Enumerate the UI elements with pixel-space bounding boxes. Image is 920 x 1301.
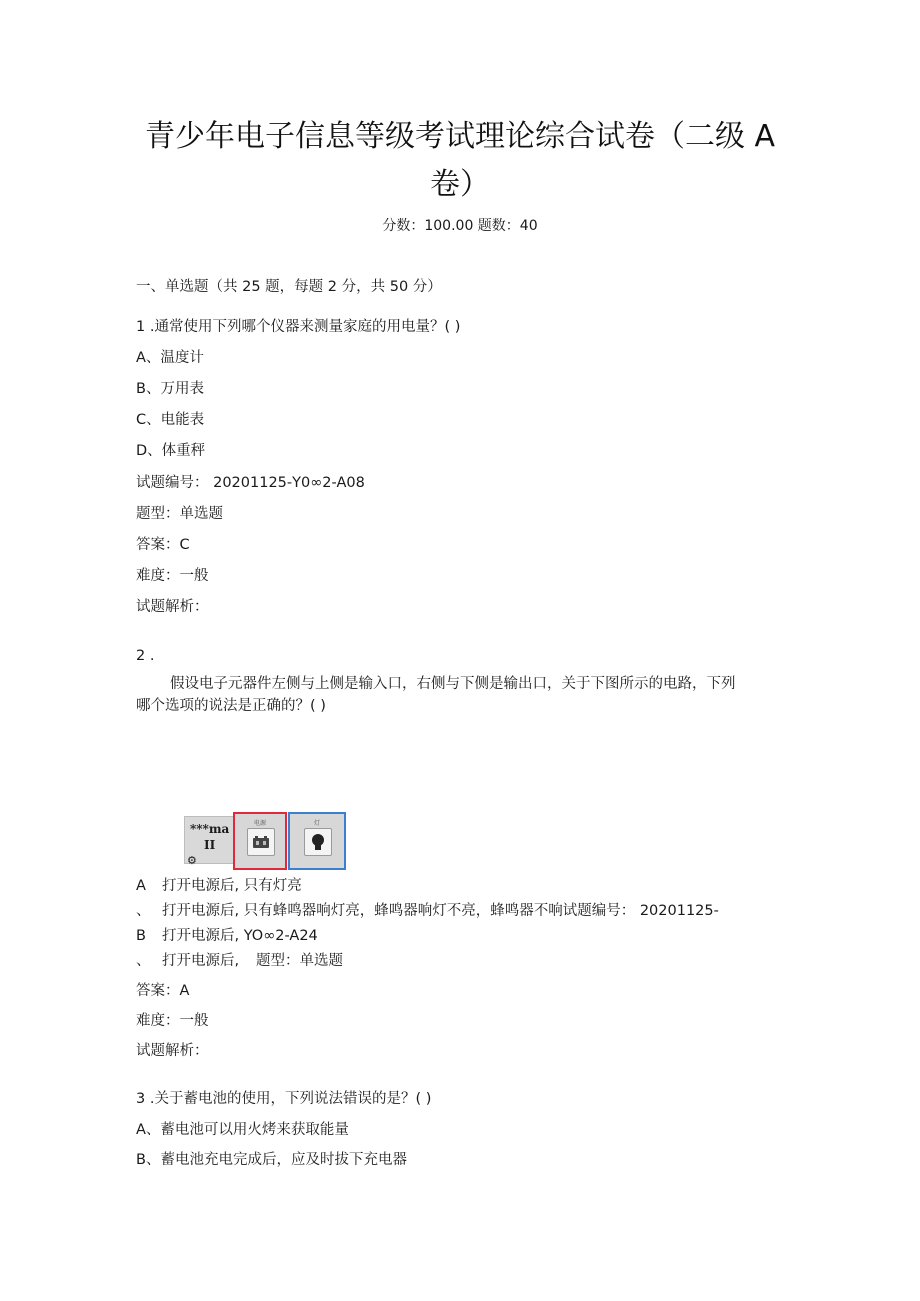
q3-option-a: A、蓄电池可以用火烤来获取能量 — [136, 1122, 349, 1138]
q2-row-4-marker: 、 — [136, 953, 151, 969]
q2-option-a-text: 打开电源后, 只有灯亮 — [162, 878, 302, 894]
q2-option-a-marker: A — [136, 878, 146, 894]
q2-number: 2 . — [136, 648, 155, 664]
module-label: ***ma — [190, 822, 230, 836]
q2-stem-line-2: 哪个选项的说法是正确的？( ) — [136, 698, 326, 714]
bulb-icon — [305, 829, 331, 855]
module-label-2: II — [204, 838, 216, 852]
q1-option-b: B、万用表 — [136, 381, 204, 397]
q2-analysis: 试题解析： — [136, 1043, 209, 1059]
q3-option-b: B、蓄电池充电完成后，应及时拔下充电器 — [136, 1152, 407, 1168]
battery-icon — [248, 829, 274, 855]
q1-analysis: 试题解析： — [136, 599, 209, 615]
q2-stem-line-1: 假设电子元器件左侧与上侧是输入口，右侧与下侧是输出口，关于下图所示的电路，下列 — [170, 676, 736, 692]
q1-code: 试题编号： 20201125-Y0∞2-A08 — [136, 475, 365, 491]
module-block — [184, 816, 236, 867]
q2-difficulty: 难度：一般 — [136, 1013, 209, 1029]
gear-icon: ⚙ — [187, 854, 197, 867]
power-module-caption: 电源 — [253, 820, 266, 827]
power-module — [233, 812, 287, 870]
q1-option-d: D、体重秤 — [136, 443, 206, 459]
q2-option-b-text: 打开电源后, YO∞2-A24 — [162, 928, 318, 944]
q2-row-2-text: 打开电源后, 只有蜂鸣器响灯亮，蜂鸣器响灯不亮，蜂鸣器不响试题编号： 20201125- — [162, 903, 719, 919]
score-line: 分数：100.00 题数：40 — [382, 218, 538, 234]
q2-answer: 答案：A — [136, 983, 190, 999]
q2-row-2-marker: 、 — [136, 903, 151, 919]
circuit-figure — [184, 812, 346, 870]
q3-stem: 3 .关于蓄电池的使用，下列说法错误的是？( ) — [136, 1091, 432, 1107]
q1-type: 题型：单选题 — [136, 506, 223, 522]
q1-option-a: A、温度计 — [136, 350, 204, 366]
section-heading: 一、单选题（共 25 题，每题 2 分，共 50 分） — [136, 279, 442, 295]
q2-option-b-marker: B — [136, 928, 146, 944]
page-title-line-1: 青少年电子信息等级考试理论综合试卷（二级 A — [144, 119, 776, 154]
q1-stem: 1 .通常使用下列哪个仪器来测量家庭的用电量？( ) — [136, 319, 461, 335]
q1-option-c: C、电能表 — [136, 412, 205, 428]
lamp-module-caption: 灯 — [313, 820, 320, 827]
q2-type: 题型：单选题 — [256, 953, 343, 969]
q1-answer: 答案：C — [136, 537, 190, 553]
q2-row-4-text: 打开电源后, — [162, 953, 240, 969]
lamp-module — [288, 812, 346, 870]
page-title-line-2: 卷） — [430, 167, 490, 202]
q1-difficulty: 难度：一般 — [136, 568, 209, 584]
